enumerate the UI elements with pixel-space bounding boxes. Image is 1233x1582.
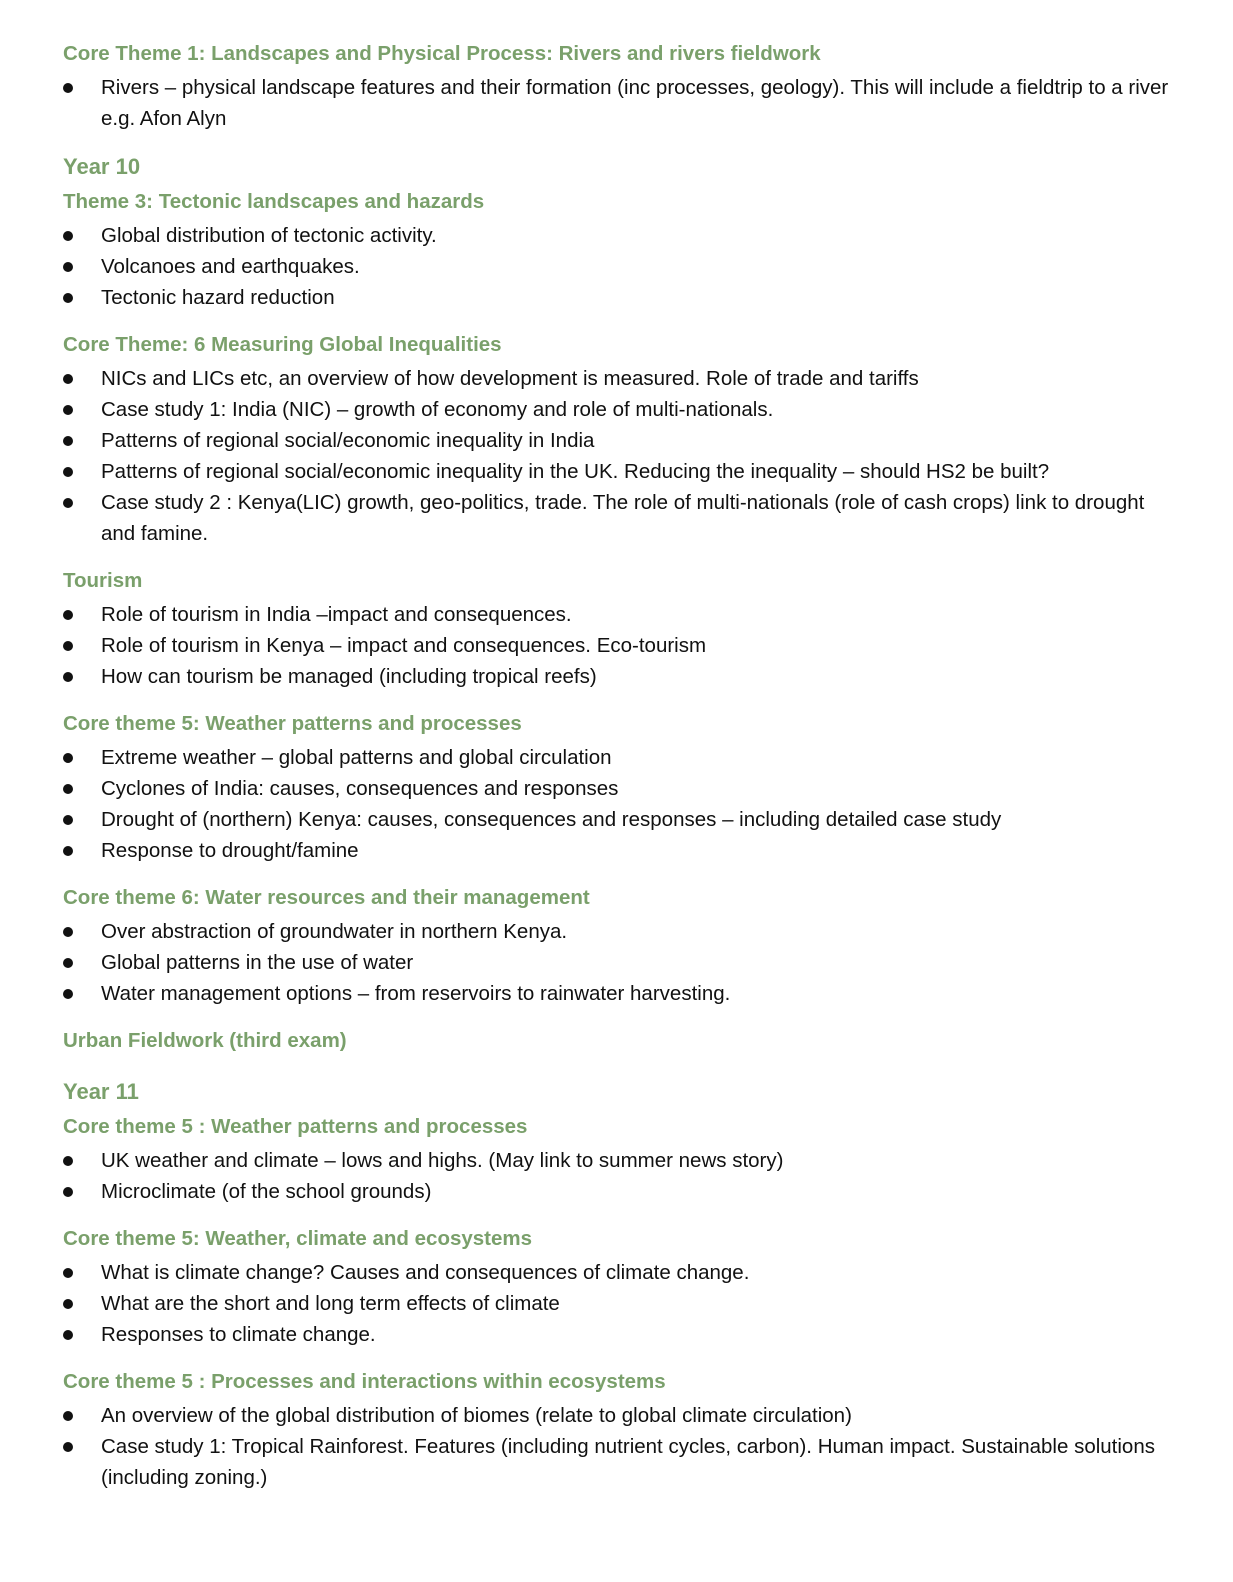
bullet-list	[63, 72, 1183, 134]
bullet-icon	[63, 293, 73, 303]
bullet-icon	[63, 1442, 73, 1452]
section-core-theme-1	[63, 40, 1183, 134]
list-item-text: An overview of the global distribution of biomes (relate to global climate circulation)	[101, 1404, 852, 1427]
list-item-text: Volcanoes and earthquakes.	[101, 255, 360, 278]
list-item	[63, 835, 1183, 866]
list-item-text: Global patterns in the use of water	[101, 951, 414, 974]
list-item	[63, 425, 1183, 456]
list-item	[63, 916, 1183, 947]
list-item-text: What is climate change? Causes and consequences of climate change.	[101, 1261, 750, 1284]
bullet-icon	[63, 753, 73, 763]
bullet-icon	[63, 498, 73, 508]
list-item	[63, 1400, 1183, 1431]
bullet-icon	[63, 1187, 73, 1197]
bullet-list	[63, 742, 1183, 866]
list-item-text: Extreme weather – global patterns and global circulation	[101, 746, 612, 769]
list-item-text: Patterns of regional social/economic inequality in the UK. Reducing the inequality – should HS2 be built?	[101, 460, 1050, 483]
bullet-icon	[63, 436, 73, 446]
section-heading: Core theme 5: Weather, climate and ecosystems	[63, 1227, 533, 1250]
bullet-icon	[63, 1299, 73, 1309]
list-item	[63, 363, 1183, 394]
list-item	[63, 947, 1183, 978]
list-item	[63, 1431, 1183, 1493]
section-ecosystem-processes	[63, 1368, 1183, 1493]
section-heading: Urban Fieldwork (third exam)	[63, 1029, 347, 1052]
list-item	[63, 1176, 1183, 1207]
bullet-list	[63, 916, 1183, 1009]
list-item-text: Rivers – physical landscape features and their formation (inc processes, geology). This will include a fieldtrip to a river e.g. Afon Alyn	[101, 76, 1169, 130]
bullet-icon	[63, 374, 73, 384]
list-item	[63, 456, 1183, 487]
list-item	[63, 661, 1183, 692]
section-heading: Core theme 5 : Weather patterns and processes	[63, 1115, 528, 1138]
section-heading: Core Theme 1: Landscapes and Physical Process: Rivers and rivers fieldwork	[63, 42, 821, 65]
bullet-icon	[63, 958, 73, 968]
section-heading: Core theme 5: Weather patterns and processes	[63, 712, 522, 735]
bullet-icon	[63, 231, 73, 241]
list-item-text: Tectonic hazard reduction	[101, 286, 335, 309]
list-item-text: Cyclones of India: causes, consequences and responses	[101, 777, 619, 800]
bullet-list	[63, 1400, 1183, 1493]
bullet-list	[63, 220, 1183, 313]
list-item	[63, 72, 1183, 134]
section-tourism	[63, 567, 1183, 692]
section-global-inequalities	[63, 331, 1183, 549]
section-heading: Core theme 6: Water resources and their management	[63, 886, 590, 909]
list-item-text: UK weather and climate – lows and highs. (May link to summer news story)	[101, 1149, 784, 1172]
bullet-icon	[63, 83, 73, 93]
bullet-icon	[63, 815, 73, 825]
section-heading: Core Theme: 6 Measuring Global Inequalities	[63, 333, 502, 356]
list-item	[63, 1257, 1183, 1288]
list-item	[63, 251, 1183, 282]
list-item-text: Case study 2 : Kenya(LIC) growth, geo-politics, trade. The role of multi-nationals (role of cash crops) link to drought and famine.	[101, 491, 1145, 545]
bullet-icon	[63, 641, 73, 651]
section-water-resources	[63, 884, 1183, 1009]
bullet-icon	[63, 405, 73, 415]
list-item	[63, 773, 1183, 804]
bullet-list	[63, 363, 1183, 549]
bullet-icon	[63, 262, 73, 272]
list-item	[63, 220, 1183, 251]
bullet-list	[63, 599, 1183, 692]
bullet-icon	[63, 1156, 73, 1166]
list-item-text: Role of tourism in India –impact and consequences.	[101, 603, 572, 626]
list-item-text: How can tourism be managed (including tropical reefs)	[101, 665, 597, 688]
bullet-icon	[63, 1330, 73, 1340]
bullet-icon	[63, 672, 73, 682]
list-item	[63, 599, 1183, 630]
list-item-text: Role of tourism in Kenya – impact and consequences. Eco-tourism	[101, 634, 707, 657]
list-item	[63, 804, 1183, 835]
list-item-text: Patterns of regional social/economic inequality in India	[101, 429, 595, 452]
bullet-list	[63, 1257, 1183, 1350]
list-item-text: Case study 1: Tropical Rainforest. Features (including nutrient cycles, carbon). Human impact. Sustainable solutions (including zoning.)	[101, 1435, 1155, 1489]
bullet-icon	[63, 846, 73, 856]
list-item	[63, 978, 1183, 1009]
bullet-icon	[63, 927, 73, 937]
section-urban-fieldwork	[63, 1027, 1183, 1055]
year-heading: Year 11	[63, 1079, 139, 1104]
section-year-10-theme-3	[63, 152, 1183, 313]
list-item-text: Global distribution of tectonic activity.	[101, 224, 437, 247]
list-item-text: What are the short and long term effects of climate	[101, 1292, 560, 1315]
year-heading: Year 10	[63, 154, 141, 179]
list-item	[63, 742, 1183, 773]
bullet-list	[63, 1145, 1183, 1207]
list-item-text: Response to drought/famine	[101, 839, 359, 862]
list-item-text: Responses to climate change.	[101, 1323, 376, 1346]
list-item	[63, 1319, 1183, 1350]
document-page	[63, 40, 1183, 1493]
bullet-icon	[63, 1268, 73, 1278]
bullet-icon	[63, 989, 73, 999]
section-heading: Core theme 5 : Processes and interactions within ecosystems	[63, 1370, 666, 1393]
section-year-11-weather	[63, 1077, 1183, 1207]
section-climate-ecosystems	[63, 1225, 1183, 1350]
bullet-icon	[63, 784, 73, 794]
bullet-icon	[63, 610, 73, 620]
list-item	[63, 282, 1183, 313]
section-weather-patterns	[63, 710, 1183, 866]
list-item	[63, 1145, 1183, 1176]
list-item	[63, 487, 1183, 549]
section-heading: Tourism	[63, 569, 143, 592]
list-item-text: NICs and LICs etc, an overview of how development is measured. Role of trade and tariffs	[101, 367, 919, 390]
list-item	[63, 394, 1183, 425]
list-item-text: Water management options – from reservoirs to rainwater harvesting.	[101, 982, 731, 1005]
list-item-text: Over abstraction of groundwater in northern Kenya.	[101, 920, 568, 943]
bullet-icon	[63, 1411, 73, 1421]
section-heading: Theme 3: Tectonic landscapes and hazards	[63, 190, 485, 213]
bullet-icon	[63, 467, 73, 477]
list-item-text: Case study 1: India (NIC) – growth of economy and role of multi-nationals.	[101, 398, 774, 421]
list-item-text: Drought of (northern) Kenya: causes, consequences and responses – including detailed case study	[101, 808, 1002, 831]
list-item	[63, 1288, 1183, 1319]
list-item	[63, 630, 1183, 661]
list-item-text: Microclimate (of the school grounds)	[101, 1180, 432, 1203]
